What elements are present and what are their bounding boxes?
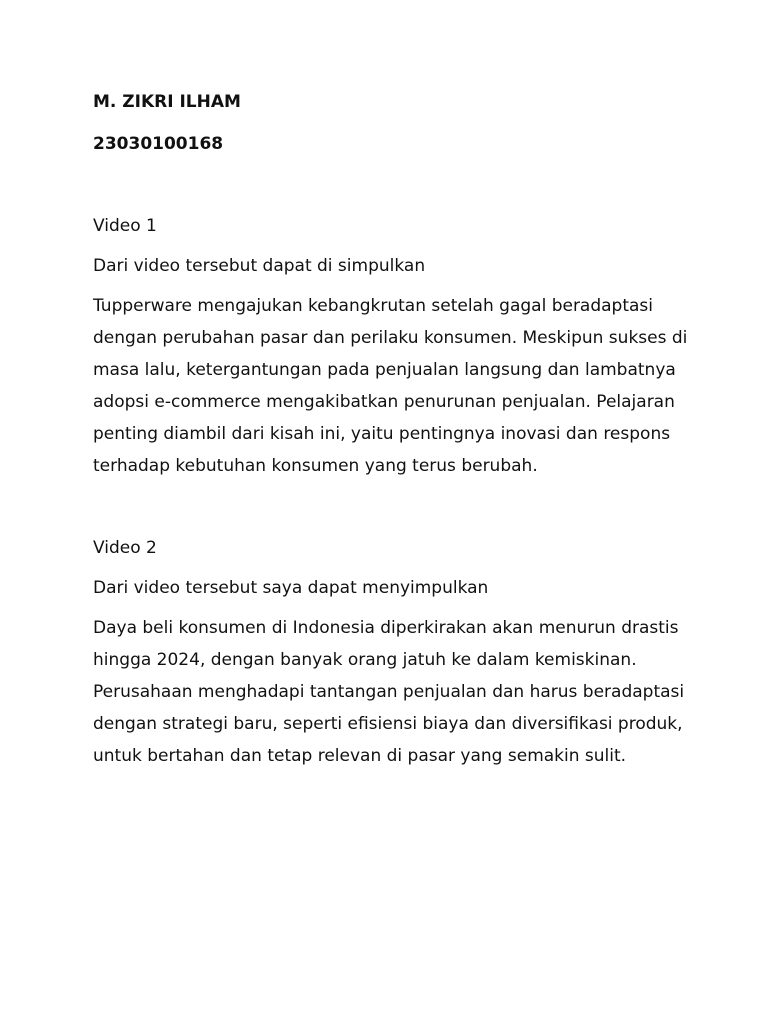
- section-video-2: [93, 532, 688, 772]
- section-intro: Dari video tersebut saya dapat menyimpulkan: [93, 578, 489, 598]
- section-intro: Dari video tersebut dapat di simpulkan: [93, 256, 426, 276]
- section-title: Video 2: [93, 538, 157, 558]
- section-body: Tupperware mengajukan kebangkrutan setelah gagal beradaptasi dengan perubahan pasar dan perilaku konsumen. Meskipun sukses di masa lalu, ketergantungan pada penjualan langsung dan lambatnya adopsi e-commerce mengakibatkan penurunan penjualan. Pelajaran penting diambil dari kisah ini, yaitu pentingnya inovasi dan respons terhadap kebutuhan konsumen yang terus berubah.: [93, 296, 688, 476]
- section-video-1: [93, 210, 688, 482]
- section-title: Video 1: [93, 216, 157, 236]
- student-id: 23030100168: [93, 134, 224, 154]
- document-content: [93, 86, 688, 772]
- author-name: M. ZIKRI ILHAM: [93, 92, 241, 112]
- section-body: Daya beli konsumen di Indonesia diperkirakan akan menurun drastis hingga 2024, dengan banyak orang jatuh ke dalam kemiskinan. Perusahaan menghadapi tantangan penjualan dan harus beradaptasi dengan strategi baru, seperti efisiensi biaya dan diversifikasi produk, untuk bertahan dan tetap relevan di pasar yang semakin sulit.: [93, 618, 685, 766]
